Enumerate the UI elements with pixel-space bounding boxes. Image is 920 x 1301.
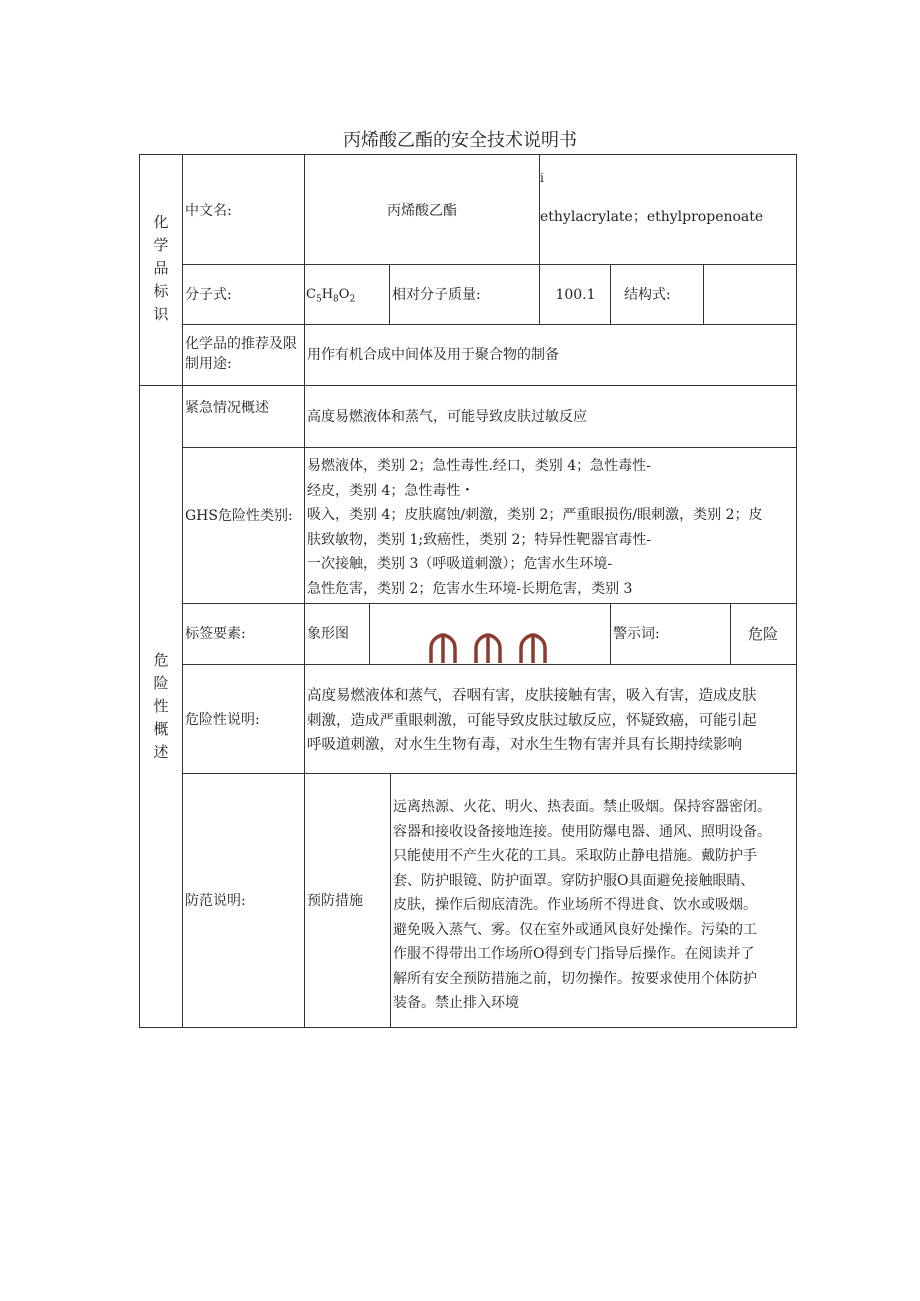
prevention-label: 预防措施 xyxy=(307,893,363,909)
precaution-label: 防范说明: xyxy=(185,893,246,909)
english-name-value: ethylacrylate；ethylpropenoate xyxy=(540,209,764,225)
english-name-mark: i xyxy=(540,171,544,185)
hazard-statement: 高度易燃液体和蒸气，吞咽有害，皮肤接触有害，吸入有害，造成皮肤 刺激，造成严重眼刺激，可能导致皮肤过敏反应，怀疑致癌，可能引起 呼吸道刺激，对水生生物有毒，对水生生物有害并具有长期持续影响 xyxy=(307,688,757,753)
document-title: 丙烯酸乙酯的安全技术说明书 xyxy=(343,130,577,151)
chinese-name-value: 丙烯酸乙酯 xyxy=(387,203,457,219)
flame-pictogram-icon xyxy=(431,635,455,663)
health-hazard-pictogram-icon xyxy=(521,635,545,663)
signal-word-value: 危险 xyxy=(747,625,778,643)
hazard-statement-label: 危险性说明: xyxy=(185,712,260,728)
exclamation-pictogram-icon xyxy=(476,635,500,663)
hazard-section-label: 危 险 性 概 述 xyxy=(153,651,169,761)
identification-section-label: 化 学 品 标 识 xyxy=(153,213,169,323)
pictogram-label: 象形图 xyxy=(307,626,349,642)
recommended-use-value: 用作有机合成中间体及用于聚合物的制备 xyxy=(307,347,559,363)
signal-word-label: 警示词: xyxy=(613,626,660,642)
label-elements-label: 标签要素: xyxy=(185,626,246,642)
molecular-weight-value: 100.1 xyxy=(555,287,596,303)
ghs-pictograms xyxy=(427,632,557,666)
emergency-value: 高度易燃液体和蒸气，可能导致皮肤过敏反应 xyxy=(307,409,587,425)
molecular-weight-label: 相对分子质量: xyxy=(392,287,481,303)
recommended-use-label: 化学品的推荐及限制用途: xyxy=(185,336,297,372)
chinese-name-label: 中文名: xyxy=(185,203,232,219)
ghs-label: GHS危险性类别: xyxy=(185,508,293,524)
formula-value: $C_5H_8O_2$ xyxy=(306,287,356,305)
prevention-measures: 远离热源、火花、明火、热表面。禁止吸烟。保持容器密闭。 容器和接收设备接地连接。使用防爆电器、通风、照明设备。 只能使用不产生火花的工具。采取防止静电措施。戴防护手 套、防护眼镜、防护面罩。穿防护服O具面避免接触眼睛、 皮肤，操作后彻底清洗。作业场所不得进食、饮水或吸烟。 避免吸入蒸气、雾。仅在室外或通风良好处操作。污染的工 作服不得带出工作场所O得到专门指导后操作。在阅读并了 解所有安全预防措施之前，切勿操作。按要求使用个体防护 装备。禁止排入环境 xyxy=(393,799,771,1011)
formula-label: 分子式: xyxy=(185,287,232,303)
structure-label: 结构式: xyxy=(624,287,671,303)
ghs-classification: 易燃液体，类别 2；急性毒性.经口，类别 4；急性毒性- 经皮，类别 4；急性毒性・ 吸入，类别 4；皮肤腐蚀/刺激，类别 2；严重眼损伤/眼刺激，类别 2；皮 肤致敏物，类别 1;致癌性，类别 2；特异性靶器官毒性- 一次接触，类别 3（呼吸道刺激）；危害水生环境- 急性危害，类别 2；危害水生环境-长期危害，类别 3 xyxy=(307,458,763,597)
emergency-label: 紧急情况概述 xyxy=(185,400,269,416)
